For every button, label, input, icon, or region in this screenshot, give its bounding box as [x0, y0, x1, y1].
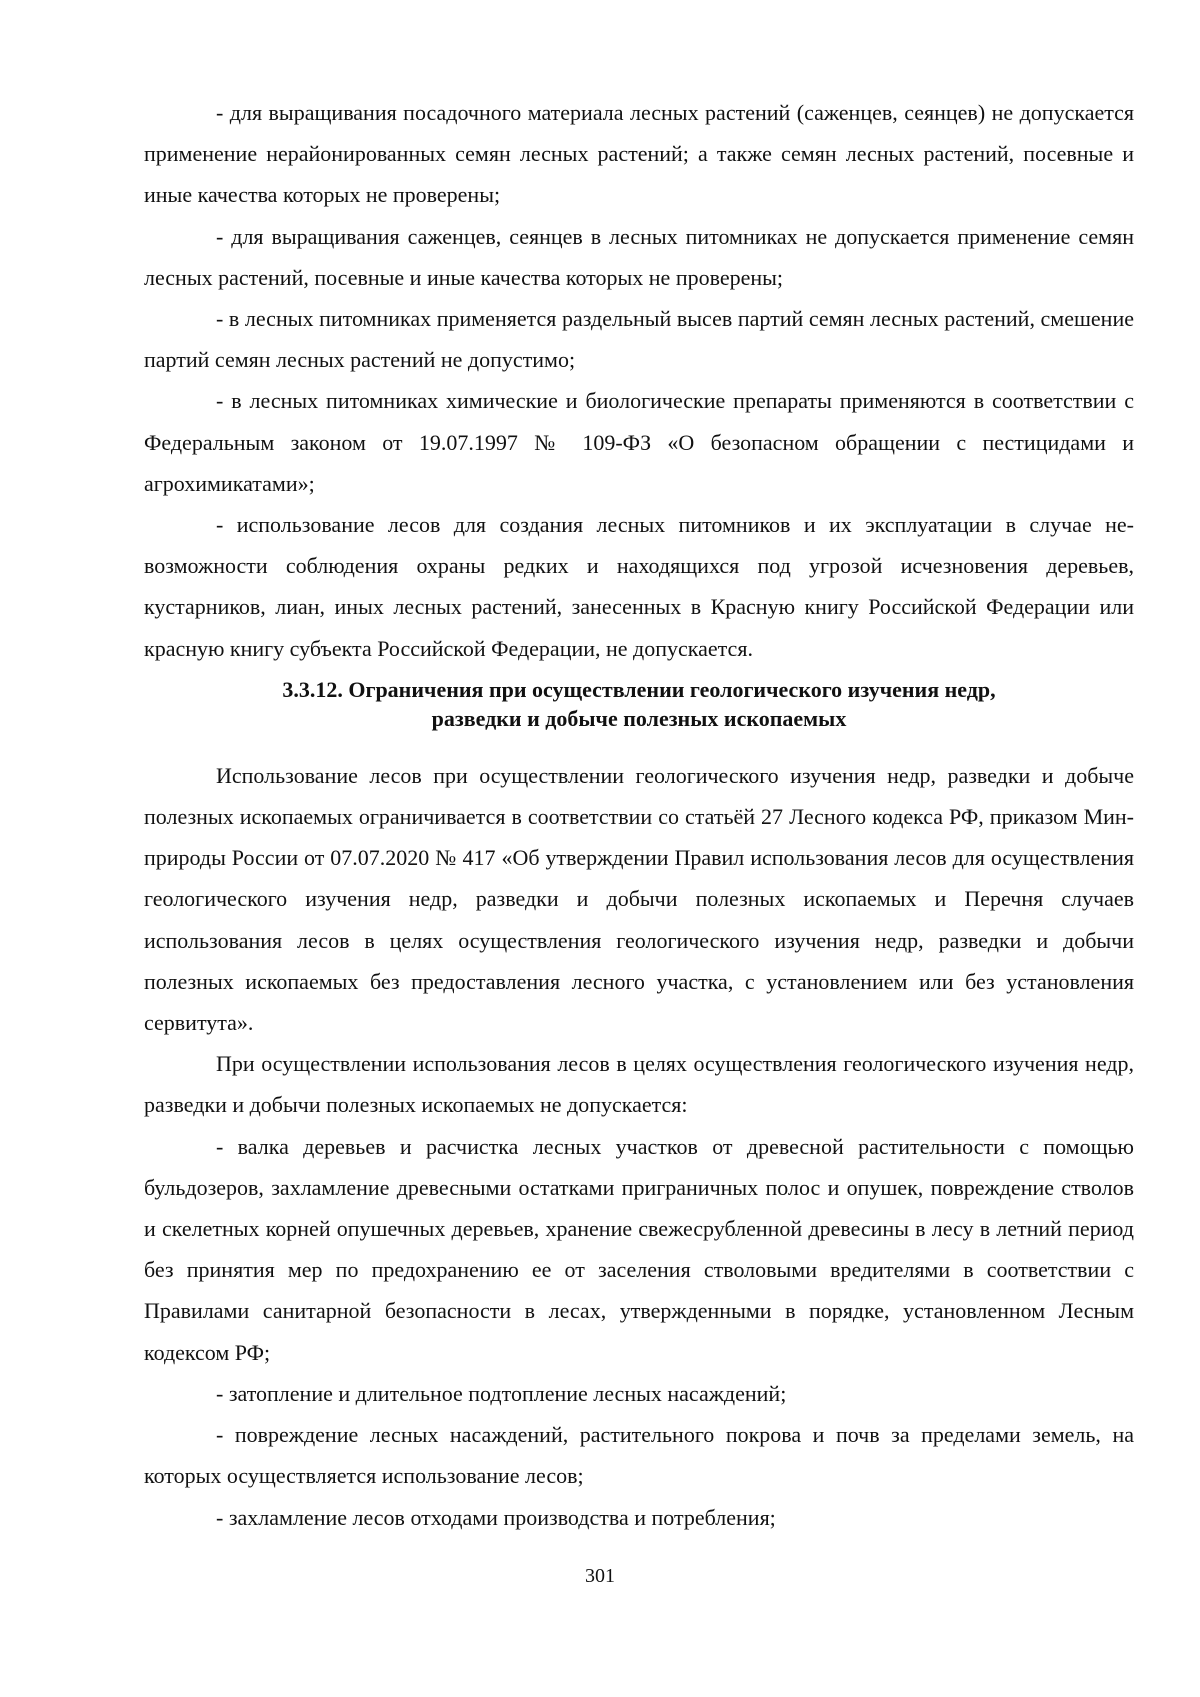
paragraph-nursery-seeds: - для выращивания саженцев, сеянцев в лесных питомниках не допускается применение семян лесных растений, посевные и иные качества которых не проверены;	[144, 223, 1134, 290]
paragraph-flooding: - затопление и длительное подтопление лесных насаждений;	[216, 1380, 787, 1406]
section-heading-line-2: разведки и добыче полезных ископаемых	[431, 705, 847, 731]
document-page	[144, 92, 1134, 1538]
paragraph-waste: - захламление лесов отходами производства и потребления;	[216, 1504, 776, 1530]
section-heading-line-1: 3.3.12. Ограничения при осуществлении геологического изучения недр,	[282, 676, 996, 702]
paragraph-felling-bulldozers: - валка деревьев и расчистка лесных участков от древесной растительности с помощью бульдозеров, захламление древесными остатками приграничных полос и опушек, повреждение стволов и скелетных корней опушечных деревьев, хранение свежесрубленной древесины в лесу в летний период без принятия мер по предохранению ее от заселения стволовыми вредителями в соответствии с Правилами санитарной безопасности в лесах, утвержденными в порядке, установленном Лесным кодексом РФ;	[144, 1133, 1134, 1365]
page-number: 301	[585, 1565, 615, 1587]
paragraph-separate-sowing: - в лесных питомниках применяется раздельный высев партий семян лесных растений, смешение партий семян лесных растений не допустимо;	[144, 306, 1134, 373]
section-heading	[144, 675, 1134, 733]
paragraph-seedlings-zoning: - для выращивания посадочного материала лесных растений (саженцев, сеянцев) не допускается применение нерайонированных семян лесных растений; а также семян лесных растений, посевные и иные качества которых не проверены;	[144, 100, 1134, 208]
paragraph-soil-damage: - повреждение лесных насаждений, растительного покрова и почв за пределами земель, на которых осуществляется использование лесов;	[144, 1422, 1134, 1489]
paragraph-red-book: - использование лесов для создания лесных питомников и их эксплуатации в случае невозможности соблюдения охраны редких и находящихся под угрозой исчезновения деревьев, кустарников, лиан, иных лесных растений, занесенных в Красную книгу Российской Федерации или красную книгу субъекта Российской Федерации, не допускается.	[144, 512, 1134, 661]
paragraph-geology-usage: Использование лесов при осуществлении геологического изучения недр, разведки и добыче полезных ископаемых ограничивается в соответствии со статьёй 27 Лесного кодекса РФ, приказом Минприроды России от 07.07.2020 № 417 «Об утверждении Правил использования лесов для осуществления геологического изучения недр, разведки и добычи полезных ископаемых и Перечня случаев использования лесов в целях осуществления геологического изучения недр, разведки и добычи полезных ископаемых без предоставления лесного участка, с установлением или без установления сервитута».	[144, 762, 1134, 1036]
paragraph-not-allowed-intro: При осуществлении использования лесов в целях осуществления геологического изучения недр, разведки и добычи полезных ископаемых не допускается:	[144, 1051, 1134, 1118]
paragraph-chemicals: - в лесных питомниках химические и биологические препараты применяются в соответствии с Федеральным законом от 19.07.1997 № 109-ФЗ «О безопасном обращении с пестицидами и агрохимикатами»;	[144, 388, 1134, 496]
